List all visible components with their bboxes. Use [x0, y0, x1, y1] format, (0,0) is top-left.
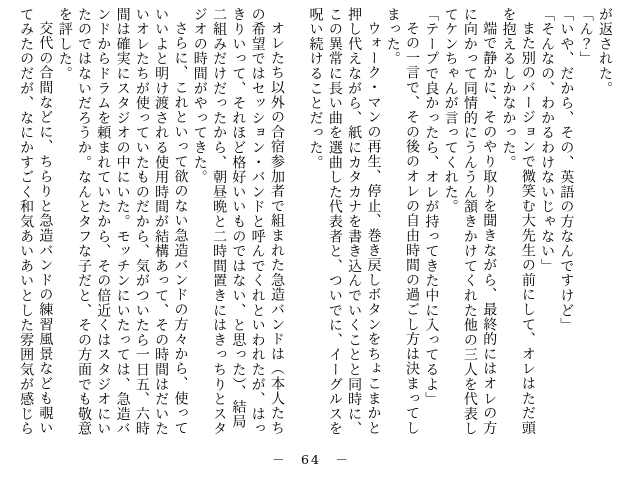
paragraph: 「テープで良かったら、オレが持ってきた中に入ってるよ」: [423, 7, 440, 407]
paragraph: また別のバージョンで微笑む大先生の前にして、オレはただ頭を抱えるしかなかった。: [500, 7, 536, 436]
paragraph: さらに、これといって欲のない急造バンドの方々から、使っていいよと明け渡される使用時間が結構あって、その時間はだいたいオレたちが使っていたものだから、気がついたら一日五、六時間は確実にスタジオの中にいた。モッチンにいたっては、急造バンドからドラムを頼まれていたから、その倍近くはスタジオにいたのではないだろうか。なんとタフな子だと、その方面でも敬意を評した。: [56, 7, 189, 437]
paragraph: 「いや、だから、その、英語の方なんですけど」: [558, 7, 575, 333]
page-number: － 64 －: [272, 452, 350, 467]
page-text: [16, 7, 614, 438]
paragraph: ウォーク・マンの再生、停止、巻き戻しボタンをちょこまかと押し代えながら、紙にカタカナを書き込んでいくことと同時に、この異常に長い曲を選曲した代表者と、ついでに、イーグルスを呪い続けることだった。: [307, 7, 382, 437]
paragraph: 交代の合間などに、ちらりと急造バンドの練習風景なども覗いてみたのだが、なにかすごく和気あいあいとした雰囲気が感じら: [18, 7, 54, 437]
paragraph: 端で静かに、そのやり取りを聞きながら、最終的にはオレの方に向かって同情的にうんうん頷きかけてくれた他の三人を代表してケンちゃんが言ってくれた。: [442, 7, 498, 437]
paragraph: が返された。: [597, 7, 613, 96]
paragraph: その一言で、その後のオレの自由時間の過ごし方は決まってしまった。: [384, 7, 421, 436]
paragraph: 「そんなの、わかるわけないじゃない」: [539, 7, 556, 274]
paragraph: オレたち以外の合宿参加者で組まれた急造バンドは（本人たちの希望ではセッション・バンドと呼んでくれといわれたが、はっきりいって、それほど格好いいものではない、と思った）、結局二組みだけだったから、朝昼晩と二時間置きにはきっちりとスタジオの時間がやってきた。: [191, 7, 285, 437]
paragraph: 「ん？」: [577, 7, 594, 67]
